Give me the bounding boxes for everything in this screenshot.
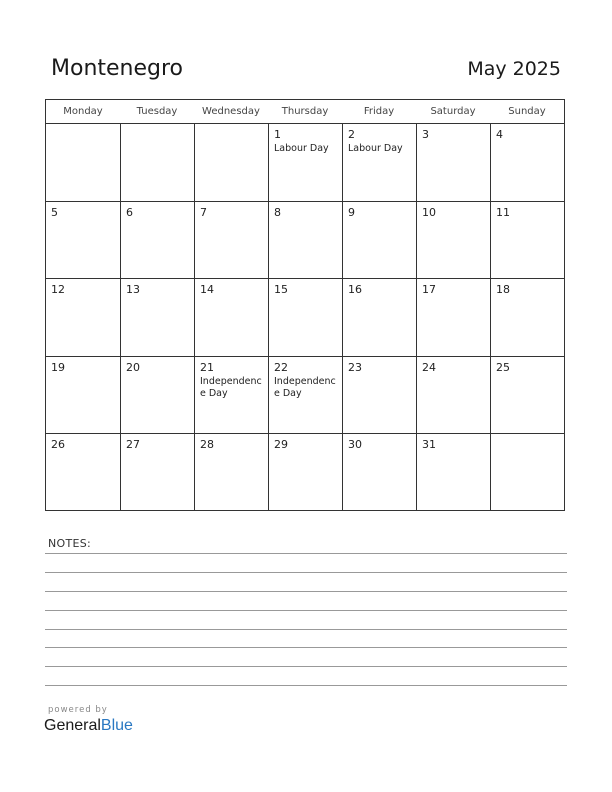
day-cell: [46, 201, 120, 278]
notes-label: NOTES:: [48, 537, 92, 550]
day-cell: [46, 278, 120, 355]
day-number: 3: [422, 128, 429, 141]
powered-by-text: powered by: [48, 705, 108, 715]
country-title: Montenegro: [51, 56, 184, 81]
day-cell: [268, 201, 342, 278]
day-cell: [268, 278, 342, 355]
day-number: 16: [348, 283, 362, 297]
calendar-grid: [45, 99, 565, 511]
day-cell: [342, 201, 416, 278]
note-line: [45, 666, 567, 667]
weekday-header: Monday: [46, 100, 120, 124]
day-cell: [342, 278, 416, 355]
day-number: 26: [51, 437, 65, 451]
day-cell: [416, 433, 490, 510]
note-line: [45, 610, 567, 611]
day-number: 19: [51, 360, 65, 374]
day-cell: [416, 124, 490, 201]
day-cell: [194, 124, 268, 201]
note-line: [45, 591, 567, 592]
day-number: 13: [126, 283, 140, 297]
day-number: 15: [274, 283, 288, 297]
day-number: 23: [348, 360, 362, 374]
day-number: 18: [496, 283, 510, 297]
day-cell: [490, 356, 564, 433]
day-cell: [416, 356, 490, 433]
weekday-header: Thursday: [268, 100, 342, 124]
weekday-header: Saturday: [416, 100, 490, 124]
day-cell: [268, 124, 342, 201]
day-cell: [120, 433, 194, 510]
day-cell: [416, 201, 490, 278]
day-cell: [120, 278, 194, 355]
day-number: 8: [274, 206, 281, 220]
day-number: 5: [51, 206, 58, 220]
day-number: 6: [126, 206, 133, 220]
day-cell: [194, 433, 268, 510]
day-cell: [120, 124, 194, 201]
day-cell: [490, 201, 564, 278]
day-number: 21: [200, 360, 214, 374]
day-cell: [342, 356, 416, 433]
day-cell: [46, 433, 120, 510]
logo-blue-text: Blue: [100, 717, 133, 734]
weekday-header: Wednesday: [194, 100, 268, 124]
day-number: 17: [422, 283, 436, 297]
day-cell: [120, 356, 194, 433]
day-number: 2: [348, 128, 355, 141]
day-number: 24: [422, 360, 436, 374]
day-number: 22: [274, 360, 288, 374]
generalblue-logo[interactable]: [44, 716, 133, 736]
holiday-label: Labour Day: [274, 143, 329, 154]
day-cell: [342, 124, 416, 201]
day-number: 1: [274, 128, 281, 141]
day-cell: [120, 201, 194, 278]
day-cell: [416, 278, 490, 355]
day-cell: [490, 433, 564, 510]
day-number: 25: [496, 360, 510, 374]
note-line: [45, 572, 567, 573]
day-number: 20: [126, 360, 140, 374]
holiday-label: Labour Day: [348, 143, 403, 154]
day-number: 10: [422, 206, 436, 220]
holiday-label: Independence Day: [274, 375, 336, 399]
day-cell: [194, 356, 268, 433]
day-cell: [342, 433, 416, 510]
day-number: 29: [274, 437, 288, 451]
day-number: 11: [496, 206, 510, 220]
day-number: 4: [496, 128, 503, 141]
note-line: [45, 629, 567, 630]
day-cell: [46, 356, 120, 433]
month-title: May 2025: [467, 58, 561, 80]
day-number: 27: [126, 437, 140, 451]
day-number: 9: [348, 206, 355, 220]
day-cell: [194, 278, 268, 355]
weekday-header: Sunday: [490, 100, 564, 124]
day-number: 14: [200, 283, 214, 297]
day-number: 30: [348, 437, 362, 451]
note-line: [45, 685, 567, 686]
day-cell: [490, 278, 564, 355]
day-cell: [268, 356, 342, 433]
weekday-header: Friday: [342, 100, 416, 124]
holiday-label: Independence Day: [200, 375, 262, 399]
note-line: [45, 647, 567, 648]
day-number: 7: [200, 206, 207, 220]
day-number: 31: [422, 437, 436, 451]
day-cell: [46, 124, 120, 201]
day-number: 12: [51, 283, 65, 297]
day-cell: [490, 124, 564, 201]
note-line: [45, 553, 567, 554]
weekday-header: Tuesday: [120, 100, 194, 124]
day-number: 28: [200, 437, 214, 451]
day-cell: [268, 433, 342, 510]
day-cell: [194, 201, 268, 278]
logo-general-text: General: [44, 717, 101, 734]
